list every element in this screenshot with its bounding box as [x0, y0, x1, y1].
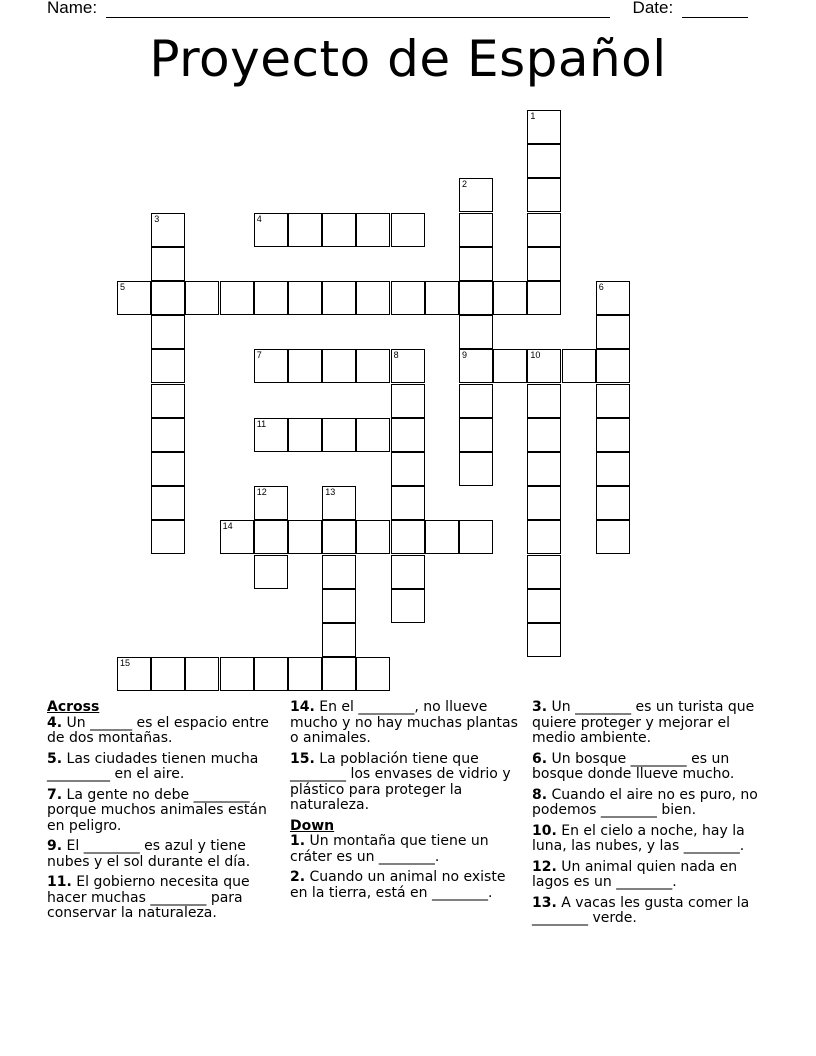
grid-cell[interactable] [391, 418, 425, 452]
grid-cell[interactable] [391, 555, 425, 589]
cell-number: 1 [530, 111, 536, 121]
grid-cell[interactable] [254, 555, 288, 589]
clue-text: El gobierno necesita que hacer muchas ________ para conservar la naturaleza. [47, 874, 250, 921]
grid-cell[interactable] [356, 349, 390, 383]
grid-cell[interactable] [151, 486, 185, 520]
grid-cell[interactable] [288, 213, 322, 247]
grid-cell[interactable] [151, 452, 185, 486]
grid-cell[interactable] [391, 281, 425, 315]
clue-text: En el cielo a noche, hay la luna, las nubes, y las ________. [532, 822, 745, 854]
grid-cell[interactable] [356, 213, 390, 247]
clue-text: En el ________, no llueve mucho y no hay muchas plantas o animales. [290, 699, 518, 746]
grid-cell[interactable] [254, 520, 288, 554]
grid-cell[interactable] [356, 520, 390, 554]
cell-number: 10 [530, 350, 541, 361]
clue-number: 5. [47, 750, 63, 767]
clue-text: Cuando el aire no es puro, no podemos ________ bien. [532, 786, 758, 818]
clue-across-5 [47, 752, 282, 783]
clue-text: Cuando un animal no existe en la tierra, está en ________. [290, 869, 506, 901]
grid-cell[interactable] [459, 178, 493, 212]
grid-cell[interactable] [459, 349, 493, 383]
cell-number: 15 [120, 658, 131, 669]
grid-cell[interactable] [596, 315, 630, 349]
cell-number: 8 [393, 350, 399, 361]
grid-cell[interactable] [322, 418, 356, 452]
clues-column-2 [290, 700, 525, 906]
grid-cell[interactable] [527, 178, 561, 212]
grid-cell[interactable] [254, 418, 288, 452]
clue-down-10 [532, 824, 767, 855]
grid-cell[interactable] [151, 418, 185, 452]
clue-number: 9. [47, 838, 63, 854]
grid-cell[interactable] [527, 384, 561, 418]
clue-down-6 [532, 752, 767, 783]
grid-cell[interactable] [151, 657, 185, 691]
grid-cell[interactable] [493, 281, 527, 315]
grid-cell[interactable] [527, 452, 561, 486]
grid-cell[interactable] [322, 281, 356, 315]
grid-cell[interactable] [322, 520, 356, 554]
clue-down-8 [532, 788, 767, 819]
grid-cell[interactable] [391, 452, 425, 486]
grid-cell[interactable] [151, 349, 185, 383]
clue-number: 13. [532, 894, 557, 911]
grid-cell[interactable] [459, 452, 493, 486]
grid-cell[interactable] [425, 281, 459, 315]
clue-number: 8. [532, 786, 548, 803]
grid-cell[interactable] [596, 452, 630, 486]
cell-number: 14 [222, 521, 233, 532]
clue-number: 6. [532, 750, 548, 767]
clue-number: 10. [532, 822, 557, 839]
clue-across-9 [47, 839, 282, 870]
clue-text: Un animal quien nada en lagos es un ________. [532, 858, 738, 890]
date-label: Date: [632, 0, 674, 17]
clue-text: Un ______ es el espacio entre de dos montañas. [47, 714, 269, 746]
grid-cell[interactable] [562, 349, 596, 383]
grid-cell[interactable] [527, 144, 561, 178]
grid-cell[interactable] [322, 589, 356, 623]
clue-down-3 [532, 700, 767, 747]
grid-cell[interactable] [254, 486, 288, 520]
clue-across-4 [47, 716, 282, 747]
clue-down-1 [290, 834, 525, 865]
grid-cell[interactable] [459, 418, 493, 452]
grid-cell[interactable] [459, 247, 493, 281]
page-title: Proyecto de Español [149, 30, 667, 88]
clue-number: 12. [532, 858, 557, 875]
grid-cell[interactable] [391, 486, 425, 520]
grid-cell[interactable] [391, 520, 425, 554]
clue-down-2 [290, 870, 525, 901]
grid-cell[interactable] [254, 349, 288, 383]
clue-down-12 [532, 860, 767, 891]
grid-cell[interactable] [459, 281, 493, 315]
cell-number: 5 [120, 282, 126, 292]
clue-text: El ________ es azul y tiene nubes y el sol durante el día. [47, 838, 251, 870]
grid-cell[interactable] [322, 486, 356, 520]
grid-cell[interactable] [527, 555, 561, 589]
grid-cell[interactable] [322, 213, 356, 247]
grid-cell[interactable] [288, 281, 322, 315]
grid-cell[interactable] [322, 555, 356, 589]
grid-cell[interactable] [596, 520, 630, 554]
grid-cell[interactable] [322, 657, 356, 691]
clue-text: Un ________ es un turista que quiere proteger y mejorar el medio ambiente. [532, 699, 755, 746]
grid-cell[interactable] [596, 384, 630, 418]
clue-text: Un montaña que tiene un cráter es un ________. [290, 833, 489, 865]
grid-cell[interactable] [527, 520, 561, 554]
grid-cell[interactable] [254, 213, 288, 247]
clue-text: A vacas les gusta comer la ________ verde. [532, 894, 750, 926]
grid-cell[interactable] [288, 349, 322, 383]
grid-cell[interactable] [596, 281, 630, 315]
grid-cell[interactable] [425, 520, 459, 554]
clues-column-3 [532, 700, 767, 932]
clue-text: Un bosque ________ es un bosque donde llueve mucho. [532, 750, 735, 782]
cell-number: 12 [256, 487, 267, 498]
across-heading: Across [47, 699, 100, 715]
clue-number: 3. [532, 699, 548, 715]
cell-number: 4 [256, 213, 262, 224]
grid-cell[interactable] [151, 247, 185, 281]
grid-cell[interactable] [459, 213, 493, 247]
grid-cell[interactable] [493, 349, 527, 383]
clues-column-1 [47, 700, 282, 927]
grid-cell[interactable] [254, 281, 288, 315]
down-heading: Down [290, 817, 335, 834]
grid-cell[interactable] [356, 418, 390, 452]
clue-across-11 [47, 875, 282, 922]
grid-cell[interactable] [459, 520, 493, 554]
grid-cell[interactable] [391, 213, 425, 247]
grid-cell[interactable] [220, 657, 254, 691]
grid-cell[interactable] [288, 418, 322, 452]
grid-cell[interactable] [391, 589, 425, 623]
grid-cell[interactable] [288, 657, 322, 691]
grid-cell[interactable] [527, 349, 561, 383]
grid-cell[interactable] [254, 657, 288, 691]
clue-number: 2. [290, 869, 306, 885]
clue-text: La población tiene que ________ los envases de vidrio y plástico para proteger la naturaleza. [290, 750, 511, 813]
grid-cell[interactable] [596, 349, 630, 383]
grid-cell[interactable] [596, 418, 630, 452]
grid-cell[interactable] [185, 281, 219, 315]
cell-number: 11 [256, 418, 267, 429]
grid-cell[interactable] [527, 623, 561, 657]
grid-cell[interactable] [391, 349, 425, 383]
grid-cell[interactable] [117, 657, 151, 691]
grid-cell[interactable] [220, 281, 254, 315]
grid-cell[interactable] [356, 657, 390, 691]
grid-cell[interactable] [527, 110, 561, 144]
grid-cell[interactable] [151, 213, 185, 247]
cell-number: 7 [256, 350, 262, 361]
grid-cell[interactable] [151, 520, 185, 554]
grid-cell[interactable] [288, 520, 322, 554]
clue-text: Las ciudades tienen mucha _________ en el aire. [47, 750, 259, 782]
grid-cell[interactable] [356, 281, 390, 315]
grid-cell[interactable] [527, 486, 561, 520]
clue-number: 1. [290, 833, 306, 849]
grid-cell[interactable] [151, 281, 185, 315]
clue-across-15 [290, 752, 525, 814]
name-label: Name: [47, 0, 98, 17]
grid-cell[interactable] [527, 418, 561, 452]
grid-cell[interactable] [527, 281, 561, 315]
grid-cell[interactable] [220, 520, 254, 554]
grid-cell[interactable] [459, 315, 493, 349]
grid-cell[interactable] [151, 384, 185, 418]
clue-text: La gente no debe ________ porque muchos animales están en peligro. [47, 786, 267, 834]
cell-number: 9 [462, 350, 468, 361]
grid-cell[interactable] [322, 349, 356, 383]
clue-number: 11. [47, 874, 72, 890]
clue-across-7 [47, 788, 282, 835]
clue-number: 14. [290, 699, 315, 715]
clue-across-14 [290, 700, 525, 747]
clue-number: 4. [47, 714, 63, 731]
grid-cell[interactable] [527, 247, 561, 281]
clue-number: 15. [290, 750, 315, 767]
grid-cell[interactable] [117, 281, 151, 315]
grid-cell[interactable] [185, 657, 219, 691]
grid-cell[interactable] [459, 384, 493, 418]
clue-down-13 [532, 896, 767, 927]
grid-cell[interactable] [151, 315, 185, 349]
grid-cell[interactable] [527, 213, 561, 247]
clue-number: 7. [47, 786, 63, 803]
grid-cell[interactable] [596, 486, 630, 520]
cell-number: 2 [462, 179, 468, 190]
grid-cell[interactable] [391, 384, 425, 418]
cell-number: 13 [325, 487, 336, 498]
grid-cell[interactable] [322, 623, 356, 657]
cell-number: 3 [154, 213, 160, 224]
cell-number: 6 [598, 282, 604, 292]
grid-cell[interactable] [527, 589, 561, 623]
